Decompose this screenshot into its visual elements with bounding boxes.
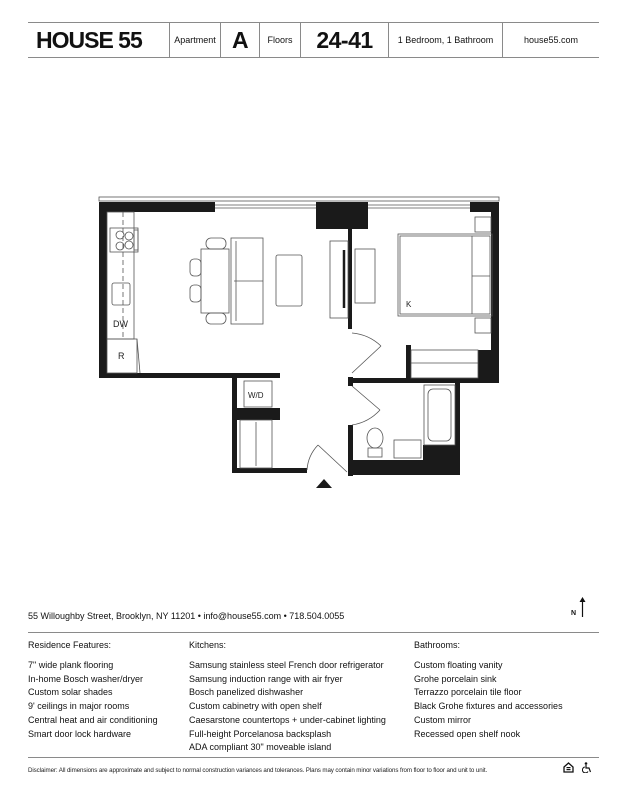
list-item: Bosch panelized dishwasher [189,687,304,698]
list-item: 9' ceilings in major rooms [28,701,130,712]
divider [28,757,599,758]
header-bar [28,22,599,58]
list-item: Terrazzo porcelain tile floor [414,687,522,698]
floor-plan [0,60,621,600]
list-item: ADA compliant 30" moveable island [189,742,332,753]
bathrooms-title: Bathrooms: [414,640,461,650]
entry-arrow-icon [316,479,332,488]
list-item: Custom mirror [414,714,472,725]
residence-title: Residence Features: [28,640,112,650]
floors-label: Floors [260,23,301,57]
list-item: Central heat and air conditioning [28,714,158,725]
brand-logo: HOUSE 55 [28,23,170,57]
fixtures [99,197,499,472]
list-item: Grohe porcelain sink [414,673,497,684]
bathroom-features [414,640,563,741]
website-link[interactable]: house55.com [523,35,579,45]
footer-icons [563,762,592,773]
bed-size-label: K [406,300,412,309]
apartment-value: A [221,23,260,57]
refrigerator-label: R [118,351,125,361]
north-arrow-icon [579,597,586,617]
list-item: Custom cabinetry with open shelf [189,701,322,712]
divider [28,632,599,633]
list-item: Full-height Porcelanosa backsplash [189,728,332,739]
washer-dryer-label: W/D [248,391,264,400]
equal-housing-icon [563,762,574,773]
address-line: 55 Willoughby Street, Brooklyn, NY 11201 • info@house55.com • 718.504.0055 [28,611,345,621]
list-item: Smart door lock hardware [28,728,132,739]
floors-value: 24-41 [301,23,389,57]
list-item: Recessed open shelf nook [414,728,521,739]
list-item: Caesarstone countertops + under-cabinet lighting [189,714,386,725]
residence-features [28,640,158,741]
accessibility-icon [582,762,592,773]
north-label: N [571,610,577,617]
list-item: Samsung stainless steel French door refrigerator [189,660,384,670]
list-item: Black Grohe fixtures and accessories [414,701,563,712]
apartment-label: Apartment [170,23,221,57]
kitchens-title: Kitchens: [189,640,227,650]
list-item: 7" wide plank flooring [28,660,114,670]
disclaimer: Disclaimer: All dimensions are approximate and subject to normal construction variances and tolerances. Plans may contain minor variations from floor to floor and unit to unit. [28,767,488,774]
list-item: Samsung induction range with air fryer [189,673,343,684]
kitchen-features [189,640,386,755]
unit-type: 1 Bedroom, 1 Bathroom [389,23,503,57]
list-item: Custom floating vanity [414,660,503,670]
list-item: Custom solar shades [28,687,113,698]
walls [99,202,499,476]
list-item: In-home Bosch washer/dryer [28,673,144,684]
north-indicator [571,597,586,617]
dishwasher-label: DW [113,319,128,329]
